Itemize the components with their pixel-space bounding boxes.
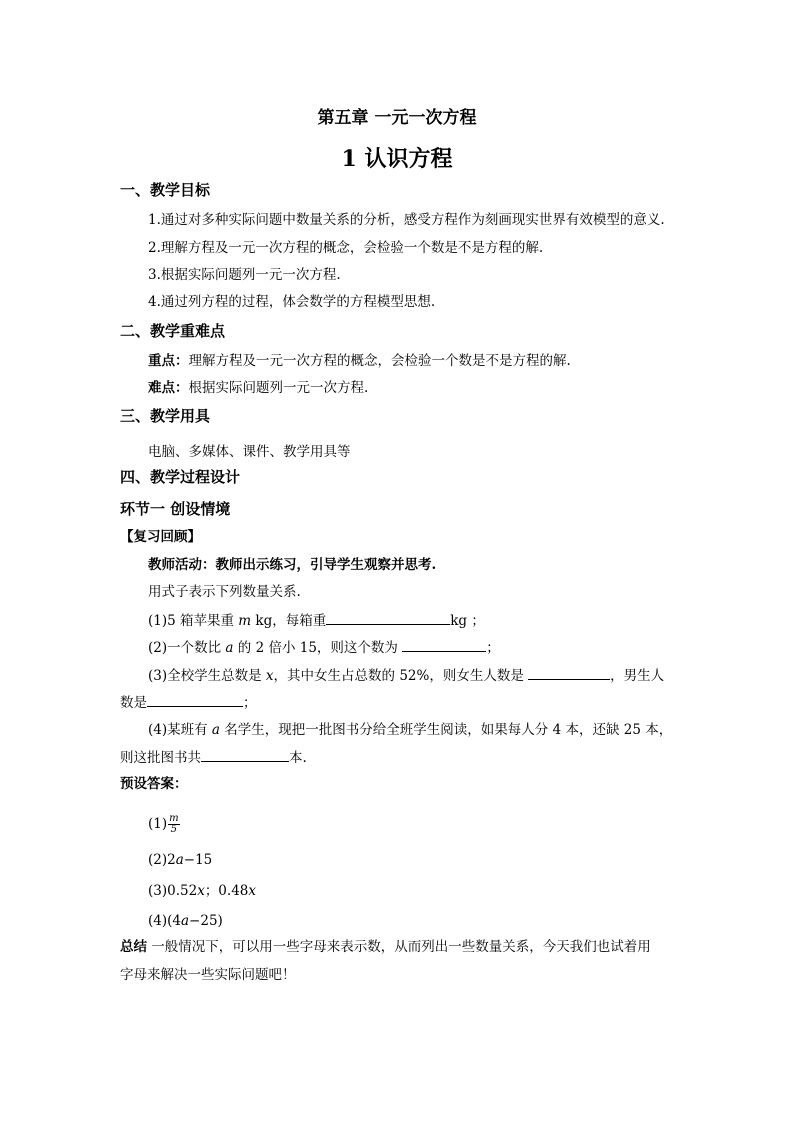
review-label: 【复习回顾】 [120, 529, 201, 545]
ans2-text-b: −15 [183, 852, 213, 868]
answers-label: 预设答案： [120, 776, 188, 792]
difficult-text: 根据实际问题列一元一次方程. [188, 380, 369, 396]
q4-var: a [211, 722, 220, 738]
goal-item-3: 3.根据实际问题列一元一次方程. [148, 267, 341, 283]
q2-text-a: (2)一个数比 [148, 640, 226, 656]
key-points-heading: 二、教学重难点 [120, 322, 226, 340]
ans4-text-a: (4)(4 [148, 913, 181, 929]
ans4-text-b: −25) [189, 913, 223, 929]
summary-line-1 [120, 938, 651, 956]
q2-text-c: ； [486, 640, 500, 656]
q3-blank-2 [147, 693, 243, 707]
answer-2 [148, 851, 212, 869]
q2-blank [402, 638, 486, 652]
question-2 [148, 638, 500, 657]
q4-text-a: (4)某班有 [148, 722, 212, 738]
goal-item-2: 2.理解方程及一元一次方程的概念，会检验一个数是不是方程的解. [148, 240, 544, 256]
lesson-title: 1 认识方程 [341, 146, 453, 172]
q4-text-d: 本. [289, 750, 307, 766]
goals-heading: 一、教学目标 [120, 181, 211, 199]
question-4-line-2 [120, 748, 307, 767]
q1-var: m [238, 613, 252, 629]
ans2-text-a: (2)2 [148, 852, 176, 868]
key-point-line [148, 352, 571, 370]
q2-var: a [225, 640, 234, 656]
q3-text-c: ，男生人 [610, 668, 665, 684]
q1-text-c: kg ； [450, 613, 485, 629]
exercise-prompt: 用式子表示下列数量关系. [148, 584, 301, 600]
summary-line-2: 字母来解决一些实际问题吧！ [120, 967, 296, 983]
fraction-numerator: m [169, 813, 179, 824]
q2-text-b: 的 2 倍小 15，则这个数为 [233, 640, 403, 656]
q1-text-a: (1)5 箱苹果重 [148, 613, 239, 629]
ans3-var-1: x [197, 883, 205, 899]
q3-text-a: (3)全校学生总数是 [148, 668, 266, 684]
process-heading: 四、教学过程设计 [120, 468, 241, 486]
ans3-text-a: (3)0.52 [148, 883, 198, 899]
goal-item-4: 4.通过列方程的过程，体会数学的方程模型思想. [148, 294, 436, 310]
teacher-activity: 教师活动：教师出示练习，引导学生观察并思考. [148, 557, 437, 573]
difficult-label: 难点： [148, 380, 189, 396]
q3-blank-1 [528, 666, 610, 680]
question-3-line-1 [148, 666, 664, 685]
tools-text: 电脑、多媒体、课件、教学用具等 [148, 444, 351, 460]
summary-text-1: 一般情况下，可以用一些字母来表示数，从而列出一些数量关系，今天我们也试着用 [147, 939, 651, 955]
q3-text-b: ，其中女生占总数的 52%，则女生人数是 [273, 668, 529, 684]
ans1-prefix: (1) [148, 816, 168, 832]
goal-item-1: 1.通过对多种实际问题中数量关系的分析，感受方程作为刻画现实世界有效模型的意义. [148, 212, 665, 228]
q3-text-d: 数是 [120, 695, 147, 711]
q3-text-e: ； [243, 695, 257, 711]
ans2-var: a [175, 852, 184, 868]
difficult-point-line [148, 379, 368, 397]
q3-var: x [265, 668, 274, 684]
q4-text-c: 则这批图书共 [120, 750, 201, 766]
ans4-var: a [180, 913, 190, 929]
answer-3 [148, 882, 256, 900]
question-1 [148, 611, 485, 630]
ans3-var-2: x [248, 883, 256, 899]
question-4-line-1 [148, 721, 672, 739]
key-text: 理解方程及一元一次方程的概念，会检验一个数是不是方程的解. [188, 353, 571, 369]
q1-blank [326, 611, 450, 625]
q1-text-b: kg，每箱重 [251, 613, 327, 629]
key-label: 重点： [148, 353, 189, 369]
q4-blank [201, 748, 289, 762]
chapter-title: 第五章 一元一次方程 [317, 108, 477, 128]
step-title: 环节一 创设情境 [120, 500, 231, 518]
ans3-text-b: ；0.48 [204, 883, 249, 899]
question-3-line-2 [120, 693, 257, 712]
fraction-m-over-5 [168, 814, 179, 835]
answer-4 [148, 912, 223, 930]
fraction-denominator: 5 [170, 824, 178, 835]
tools-heading: 三、教学用具 [120, 407, 211, 425]
summary-label: 总结 [120, 939, 147, 955]
q4-text-b: 名学生，现把一批图书分给全班学生阅读，如果每人分 4 本，还缺 25 本， [219, 722, 673, 738]
answer-1 [148, 814, 180, 835]
